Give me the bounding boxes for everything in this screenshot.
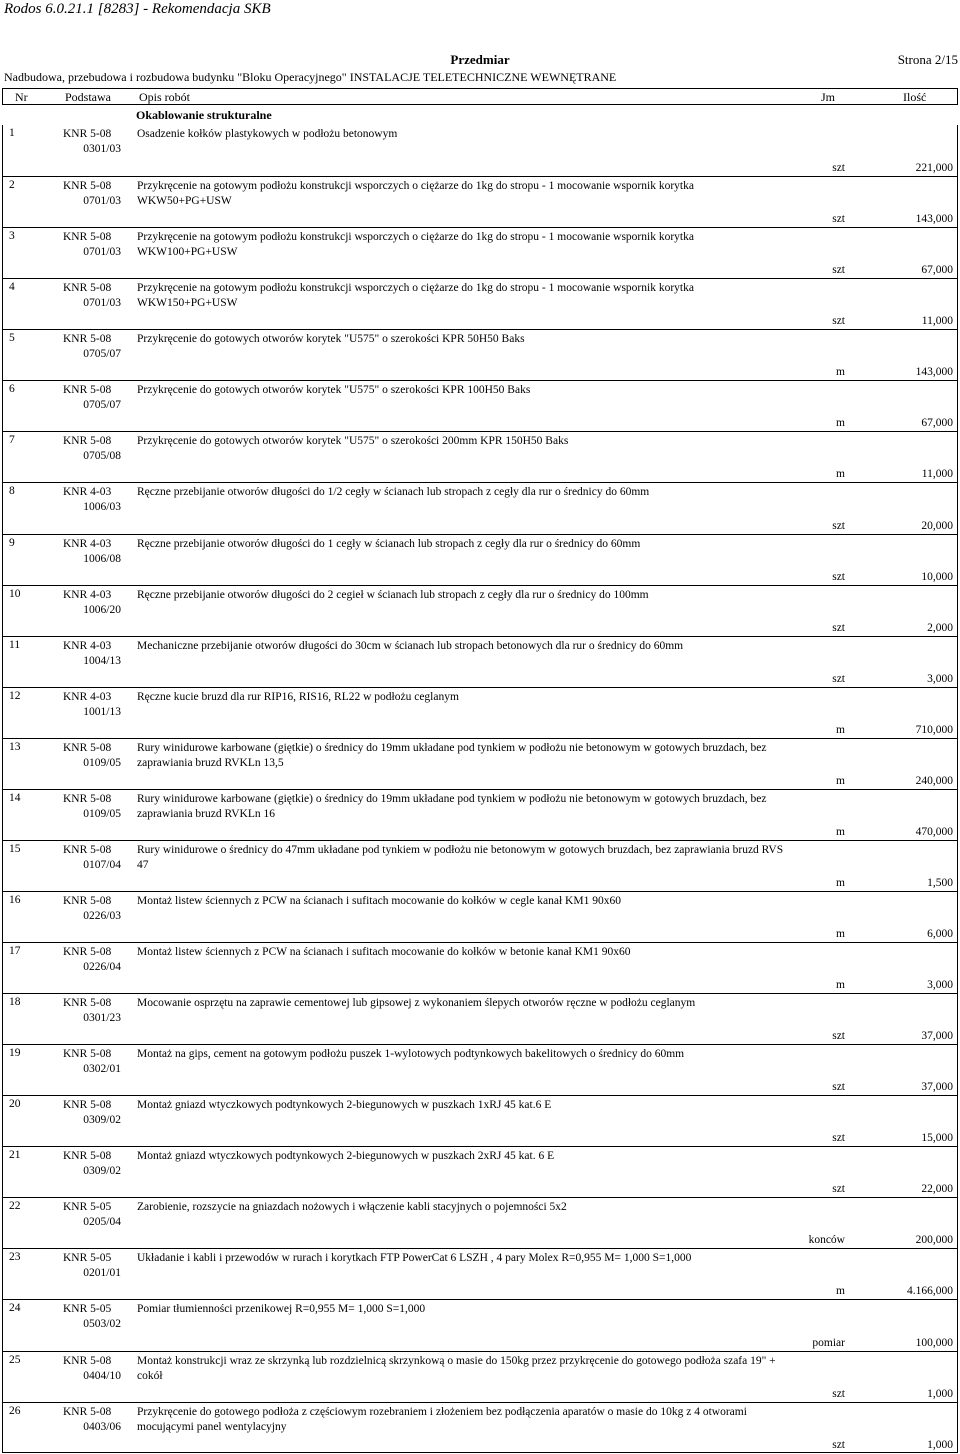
basis-position: 0109/05 — [83, 807, 121, 820]
row-number: 6 — [9, 383, 15, 396]
basis-catalog: KNR 5-08 — [63, 1354, 112, 1367]
row-quantity: 10,000 — [921, 570, 953, 583]
row-description: Rury winidurowe o średnicy do 47mm układane pod tynkiem w podłożu nie betonowym w gotowych bruzdach, bez zaprawiania bruzd RVS 47 — [137, 843, 784, 871]
basis-position: 0302/01 — [83, 1063, 121, 1076]
row-number: 23 — [9, 1251, 21, 1264]
row-number: 18 — [9, 996, 21, 1009]
basis-catalog: KNR 5-08 — [63, 180, 112, 193]
section-title: Okablowanie strukturalne — [136, 108, 272, 122]
basis-catalog: KNR 5-08 — [63, 1099, 112, 1112]
basis-position: 0205/04 — [83, 1216, 121, 1229]
row-number: 12 — [9, 689, 21, 702]
row-unit: szt — [832, 162, 845, 175]
basis-position: 0701/03 — [83, 195, 121, 208]
row-number: 21 — [9, 1149, 21, 1162]
basis-position: 1004/13 — [83, 654, 121, 667]
table-row — [3, 993, 957, 1044]
row-description: Ręczne przebijanie otworów długości do 2 cegieł w ścianach lub stropach z cegły dla rur o średnicy do 100mm — [137, 588, 649, 601]
row-basis — [63, 485, 127, 515]
row-number: 24 — [9, 1302, 21, 1315]
basis-position: 1006/03 — [83, 501, 121, 514]
row-unit: m — [836, 468, 845, 481]
row-quantity: 11,000 — [921, 315, 953, 328]
basis-catalog: KNR 5-08 — [63, 1150, 112, 1163]
row-unit: szt — [832, 1387, 845, 1400]
table-row — [3, 1146, 957, 1197]
row-quantity: 143,000 — [915, 366, 953, 379]
row-number: 5 — [9, 332, 15, 345]
row-description: Układanie i kabli i przewodów w rurach i korytkach FTP PowerCat 6 LSZH , 4 pary Molex R=0,955 M= 1,000 S=1,000 — [137, 1252, 692, 1265]
row-basis — [63, 332, 127, 362]
row-number: 11 — [9, 638, 21, 651]
row-unit: szt — [832, 672, 845, 685]
row-unit: m — [836, 723, 845, 736]
basis-catalog: KNR 5-08 — [63, 282, 112, 295]
header-nr: Nr — [15, 90, 28, 104]
row-quantity: 67,000 — [921, 417, 953, 430]
row-basis — [63, 434, 127, 464]
basis-position: 0705/08 — [83, 450, 121, 463]
basis-position: 0107/04 — [83, 858, 121, 871]
row-description: Ręczne przebijanie otworów długości do 1/2 cegły w ścianach lub stropach z cegły dla rur o średnicy do 60mm — [137, 486, 650, 499]
basis-catalog: KNR 5-08 — [63, 741, 112, 754]
row-basis — [63, 230, 127, 260]
row-basis — [63, 1354, 127, 1384]
basis-catalog: KNR 5-08 — [63, 997, 112, 1010]
table-row — [3, 431, 957, 482]
row-description: Montaż listew ściennych z PCW na ścianach i sufitach mocowanie do kołków w cegle kanał KM1 90x60 — [137, 894, 621, 907]
basis-position: 1006/08 — [83, 552, 121, 565]
table-row — [3, 125, 957, 176]
table-row — [3, 1095, 957, 1146]
row-basis — [63, 281, 127, 311]
table-row — [3, 1248, 957, 1299]
row-quantity: 67,000 — [921, 264, 953, 277]
row-unit: m — [836, 928, 845, 940]
row-basis — [63, 894, 127, 924]
basis-catalog: KNR 4-03 — [63, 588, 112, 601]
row-description: Mocowanie osprzętu na zaprawie cementowej lub gipsowej z wykonaniem ślepych otworów ręczne w podłożu ceglanym — [137, 997, 696, 1010]
table-header — [2, 88, 958, 105]
row-quantity: 1,000 — [927, 1438, 953, 1451]
row-unit: konców — [808, 1234, 845, 1247]
table-row — [3, 176, 957, 227]
project-name: Nadbudowa, przebudowa i rozbudowa budynku "Bloku Operacyjnego" INSTALACJE TELETECHNICZNE WEWNĘTRANE — [4, 70, 617, 84]
basis-position: 0404/10 — [83, 1369, 121, 1382]
row-unit: szt — [832, 1438, 845, 1451]
row-quantity: 710,000 — [915, 723, 953, 736]
row-quantity: 470,000 — [915, 825, 953, 838]
table-row — [3, 534, 957, 585]
row-basis — [63, 1098, 127, 1128]
row-description: Ręczne kucie bruzd dla rur RIP16, RIS16, RL22 w podłożu ceglanym — [137, 690, 459, 703]
basis-catalog: KNR 5-05 — [63, 1303, 112, 1316]
row-number: 26 — [9, 1404, 21, 1417]
table-row — [3, 227, 957, 278]
basis-catalog: KNR 5-08 — [63, 231, 112, 244]
row-basis — [63, 1047, 127, 1077]
basis-position: 0701/03 — [83, 246, 121, 259]
row-description: Przykręcenie na gotowym podłożu konstrukcji wsporczych o ciężarze do 1kg do stropu - 1 mocowanie wspornik korytka WKW50+PG+USW — [137, 180, 694, 208]
items-table — [2, 125, 958, 1453]
basis-catalog: KNR 4-03 — [63, 486, 112, 499]
row-unit: szt — [832, 213, 845, 226]
basis-position: 0403/06 — [83, 1420, 121, 1433]
basis-position: 0503/02 — [83, 1318, 121, 1331]
row-quantity: 6,000 — [927, 928, 953, 940]
row-quantity: 2,000 — [927, 621, 953, 634]
row-description: Montaż gniazd wtyczkowych podtynkowych 2-biegunowych w puszkach 2xRJ 45 kat. 6 E — [137, 1150, 555, 1163]
row-basis — [63, 741, 127, 771]
basis-position: 0226/03 — [83, 909, 121, 922]
row-description: Przykręcenie na gotowym podłożu konstrukcji wsporczych o ciężarze do 1kg do stropu - 1 mocowanie wspornik korytka WKW100+PG+USW — [137, 231, 694, 259]
row-number: 19 — [9, 1047, 21, 1060]
header-opis: Opis robót — [139, 90, 190, 104]
basis-position: 1006/20 — [83, 603, 121, 616]
row-number: 8 — [9, 485, 15, 498]
basis-catalog: KNR 4-03 — [63, 639, 112, 652]
basis-position: 0309/02 — [83, 1114, 121, 1127]
table-row — [3, 636, 957, 687]
basis-catalog: KNR 5-05 — [63, 1201, 112, 1214]
table-row — [3, 278, 957, 329]
basis-catalog: KNR 5-08 — [63, 333, 112, 346]
page-number: Strona 2/15 — [897, 52, 958, 67]
row-unit: szt — [832, 1132, 845, 1145]
basis-catalog: KNR 5-08 — [63, 946, 112, 958]
row-basis — [63, 639, 127, 669]
row-quantity: 11,000 — [921, 468, 953, 481]
basis-catalog: KNR 5-08 — [63, 128, 112, 140]
header-podstawa: Podstawa — [65, 90, 111, 104]
row-unit: m — [836, 417, 845, 430]
table-row — [3, 585, 957, 636]
row-number: 13 — [9, 740, 21, 753]
basis-position: 0301/03 — [83, 143, 121, 155]
basis-position: 0705/07 — [83, 399, 121, 412]
row-quantity: 240,000 — [915, 774, 953, 787]
row-number: 9 — [9, 536, 15, 549]
row-basis — [63, 127, 127, 157]
row-number: 20 — [9, 1098, 21, 1111]
basis-catalog: KNR 4-03 — [63, 537, 112, 550]
row-quantity: 37,000 — [921, 1030, 953, 1043]
table-row — [3, 329, 957, 380]
table-row — [3, 1299, 957, 1350]
row-number: 4 — [9, 281, 15, 294]
row-number: 16 — [9, 893, 21, 906]
row-description: Przykręcenie do gotowych otworów korytek "U575" o szerokości KPR 100H50 Baks — [137, 384, 531, 397]
row-number: 15 — [9, 842, 21, 855]
row-basis — [63, 537, 127, 567]
table-row — [3, 1351, 957, 1402]
row-quantity: 20,000 — [921, 519, 953, 532]
basis-position: 0109/05 — [83, 756, 121, 769]
row-description: Przykręcenie do gotowych otworów korytek "U575" o szerokości KPR 50H50 Baks — [137, 333, 525, 346]
row-basis — [63, 792, 127, 822]
table-row — [3, 840, 957, 891]
row-basis — [63, 383, 127, 413]
table-row — [3, 687, 957, 738]
row-basis — [63, 996, 127, 1026]
row-basis — [63, 179, 127, 209]
row-unit: szt — [832, 519, 845, 532]
row-description: Montaż konstrukcji wraz ze skrzynką lub rozdzielnicą skrzynkową o masie do 150kg przez przykręcenie do gotowego podłoża szafa 19" + cokół — [137, 1354, 776, 1382]
row-basis — [63, 1405, 127, 1435]
row-unit: szt — [832, 1030, 845, 1043]
row-basis — [63, 1251, 127, 1281]
row-number: 7 — [9, 434, 15, 447]
basis-catalog: KNR 4-03 — [63, 690, 112, 703]
table-row — [3, 738, 957, 789]
basis-catalog: KNR 5-08 — [63, 792, 112, 805]
row-description: Rury winidurowe karbowane (giętkie) o średnicy do 19mm układane pod tynkiem w podłożu nie betonowym w gotowych bruzdach, bez zaprawiania bruzd RVKLn 16 — [137, 792, 767, 820]
basis-catalog: KNR 5-08 — [63, 843, 112, 856]
basis-position: 0309/02 — [83, 1165, 121, 1178]
row-quantity: 4.166,000 — [907, 1285, 953, 1298]
row-description: Zarobienie, rozszycie na gniazdach nożowych i włączenie kabli stacyjnych o pojemności 5x2 — [137, 1201, 567, 1214]
row-basis — [63, 945, 127, 975]
row-number: 25 — [9, 1353, 21, 1366]
row-quantity: 3,000 — [927, 672, 953, 685]
table-row — [3, 942, 957, 993]
basis-catalog: KNR 5-05 — [63, 1252, 112, 1265]
row-basis — [63, 588, 127, 618]
basis-catalog: KNR 5-08 — [63, 384, 112, 397]
row-description: Ręczne przebijanie otworów długości do 1 cegły w ścianach lub stropach z cegły dla rur o średnicy do 60mm — [137, 537, 641, 550]
row-description: Przykręcenie do gotowego podłoża z częściowym rozebraniem i złożeniem bez podłączenia aparatów o masie do 10kg z 4 otworami mocującymi panel wentylacyjny — [137, 1405, 747, 1433]
document-title: Przedmiar — [450, 52, 510, 67]
row-description: Montaż listew ściennych z PCW na ścianach i sufitach mocowanie do kołków w betonie kanał KM1 90x60 — [137, 946, 631, 958]
row-unit: m — [836, 1285, 845, 1298]
row-number: 1 — [9, 127, 15, 139]
row-unit: szt — [832, 264, 845, 277]
row-quantity: 37,000 — [921, 1081, 953, 1094]
basis-catalog: KNR 5-08 — [63, 1405, 112, 1418]
row-quantity: 100,000 — [915, 1336, 953, 1349]
row-number: 2 — [9, 179, 15, 192]
basis-position: 0226/04 — [83, 961, 121, 973]
row-quantity: 1,000 — [927, 1387, 953, 1400]
row-quantity: 3,000 — [927, 979, 953, 992]
basis-position: 0701/03 — [83, 297, 121, 310]
row-unit: m — [836, 774, 845, 787]
table-row — [3, 482, 957, 533]
basis-position: 0705/07 — [83, 348, 121, 361]
row-unit: szt — [832, 315, 845, 328]
table-row — [3, 380, 957, 431]
row-description: Montaż na gips, cement na gotowym podłożu puszek 1-wylotowych podtynkowych bakelitowych o średnicy do 60mm — [137, 1048, 685, 1061]
table-row — [3, 1044, 957, 1095]
table-row — [3, 789, 957, 840]
table-row — [3, 1197, 957, 1248]
row-unit: szt — [832, 621, 845, 634]
row-unit: pomiar — [812, 1336, 845, 1349]
table-row — [3, 1402, 957, 1453]
row-number: 14 — [9, 791, 21, 804]
basis-catalog: KNR 5-08 — [63, 894, 112, 907]
basis-position: 1001/13 — [83, 705, 121, 718]
row-description: Mechaniczne przebijanie otworów długości do 30cm w ścianach lub stropach betonowych dla rur o średnicy do 60mm — [137, 639, 684, 652]
app-title: Rodos 6.0.21.1 [8283] - Rekomendacja SKB — [4, 1, 271, 17]
header-ilosc: Ilość — [903, 90, 927, 104]
row-number: 22 — [9, 1200, 21, 1213]
basis-position: 0301/23 — [83, 1012, 121, 1025]
row-description: Przykręcenie do gotowych otworów korytek "U575" o szerokości 200mm KPR 150H50 Baks — [137, 435, 569, 448]
row-basis — [63, 843, 127, 873]
header-jm: Jm — [821, 90, 836, 104]
row-description: Rury winidurowe karbowane (giętkie) o średnicy do 19mm układane pod tynkiem w podłożu nie betonowym w gotowych bruzdach, bez zaprawiania bruzd RVKLn 13,5 — [137, 741, 767, 769]
row-basis — [63, 690, 127, 720]
row-basis — [63, 1200, 127, 1230]
row-quantity: 15,000 — [921, 1132, 953, 1145]
row-unit: szt — [832, 570, 845, 583]
basis-position: 0201/01 — [83, 1267, 121, 1280]
row-basis — [63, 1149, 127, 1179]
row-basis — [63, 1302, 127, 1332]
row-unit: m — [836, 979, 845, 992]
row-description: Przykręcenie na gotowym podłożu konstrukcji wsporczych o ciężarze do 1kg do stropu - 1 mocowanie wspornik korytka WKW150+PG+USW — [137, 282, 694, 310]
row-number: 10 — [9, 587, 21, 600]
row-description: Osadzenie kołków plastykowych w podłożu betonowym — [137, 128, 398, 140]
row-quantity: 221,000 — [915, 162, 953, 175]
basis-catalog: KNR 5-08 — [63, 435, 112, 448]
table-row — [3, 891, 957, 942]
row-quantity: 200,000 — [915, 1234, 953, 1247]
row-number: 3 — [9, 230, 15, 243]
row-description: Montaż gniazd wtyczkowych podtynkowych 2-biegunowych w puszkach 1xRJ 45 kat.6 E — [137, 1099, 552, 1112]
row-unit: m — [836, 825, 845, 838]
row-quantity: 143,000 — [915, 213, 953, 226]
row-quantity: 22,000 — [921, 1183, 953, 1196]
row-unit: m — [836, 876, 845, 889]
row-unit: szt — [832, 1081, 845, 1094]
row-quantity: 1,500 — [927, 876, 953, 889]
basis-catalog: KNR 5-08 — [63, 1048, 112, 1061]
row-number: 17 — [9, 945, 21, 957]
row-unit: szt — [832, 1183, 845, 1196]
row-description: Pomiar tłumienności przenikowej R=0,955 M= 1,000 S=1,000 — [137, 1303, 426, 1316]
row-unit: m — [836, 366, 845, 379]
